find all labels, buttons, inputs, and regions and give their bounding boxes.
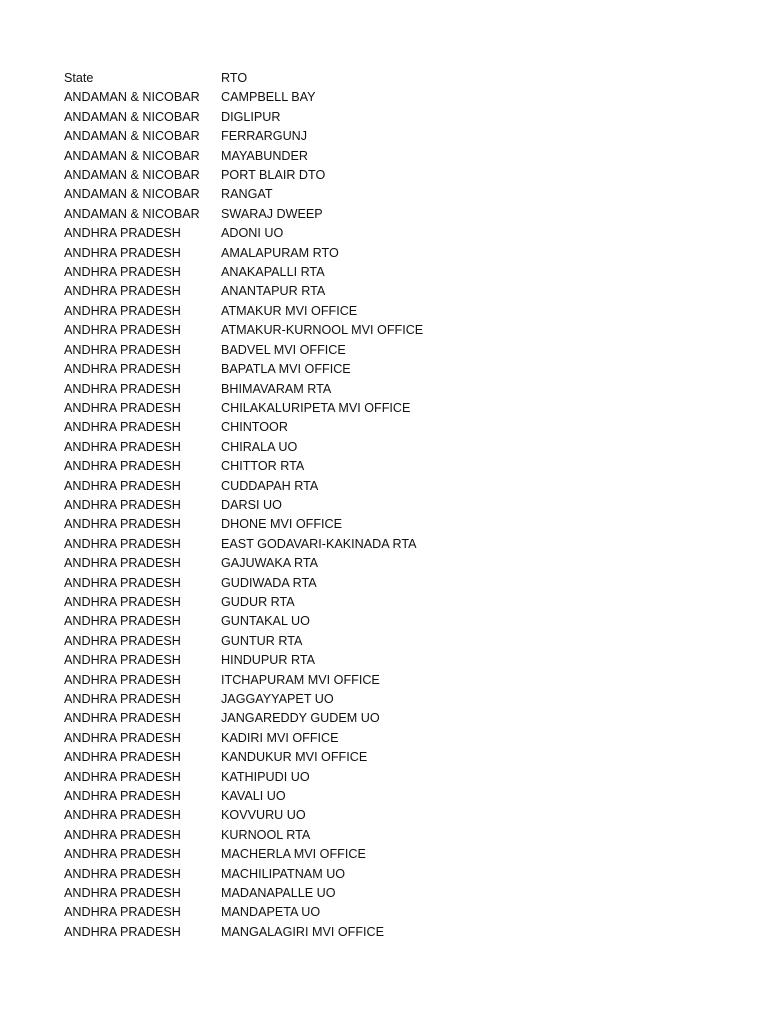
state-cell: ANDHRA PRADESH xyxy=(64,692,181,706)
table-row xyxy=(64,457,521,476)
table-row xyxy=(64,535,521,554)
rto-cell: ITCHAPURAM MVI OFFICE xyxy=(221,672,380,687)
state-cell: ANDHRA PRADESH xyxy=(64,439,181,454)
state-cell: ANDHRA PRADESH xyxy=(64,323,181,338)
rto-cell: BADVEL MVI OFFICE xyxy=(221,342,346,357)
table-row xyxy=(64,903,521,922)
state-cell: ANDHRA PRADESH xyxy=(64,362,181,377)
table-row xyxy=(64,127,521,146)
state-cell: ANDHRA PRADESH xyxy=(64,381,181,396)
rto-cell: KADIRI MVI OFFICE xyxy=(221,730,339,745)
state-cell: ANDHRA PRADESH xyxy=(64,924,181,939)
table-row xyxy=(64,88,521,107)
state-cell: ANDAMAN & NICOBAR xyxy=(64,129,200,144)
document-page xyxy=(64,69,704,942)
state-cell: ANDHRA PRADESH xyxy=(64,517,181,532)
state-cell: ANDHRA PRADESH xyxy=(64,400,181,415)
table-row xyxy=(64,651,521,670)
table-row xyxy=(64,477,521,496)
rto-cell: GUNTUR RTA xyxy=(221,633,303,648)
table-row xyxy=(64,496,521,515)
rto-cell: MANDAPETA UO xyxy=(221,905,321,920)
table-row xyxy=(64,593,521,612)
state-cell: ANDHRA PRADESH xyxy=(64,866,181,881)
table-row xyxy=(64,612,521,631)
table-row xyxy=(64,845,521,864)
table-row xyxy=(64,321,521,340)
state-cell: ANDHRA PRADESH xyxy=(64,827,181,842)
rto-cell: CHINTOOR xyxy=(221,420,288,435)
rto-cell: DIGLIPUR xyxy=(221,109,281,124)
rto-table xyxy=(64,69,521,942)
rto-cell: CHILAKALURIPETA MVI OFFICE xyxy=(221,400,411,415)
table-row xyxy=(64,360,521,379)
rto-cell: ATMAKUR MVI OFFICE xyxy=(221,303,358,318)
table-row xyxy=(64,244,521,263)
rto-cell: BAPATLA MVI OFFICE xyxy=(221,362,351,377)
column-header-rto: RTO xyxy=(221,71,248,85)
state-cell: ANDHRA PRADESH xyxy=(64,459,181,474)
rto-cell: BHIMAVARAM RTA xyxy=(221,381,332,396)
table-row xyxy=(64,554,521,573)
header-row xyxy=(64,69,521,88)
state-cell: ANDHRA PRADESH xyxy=(64,245,181,260)
table-row xyxy=(64,147,521,166)
rto-cell: GUDIWADA RTA xyxy=(221,575,317,590)
state-cell: ANDAMAN & NICOBAR xyxy=(64,148,200,163)
rto-cell: DHONE MVI OFFICE xyxy=(221,517,343,532)
table-row xyxy=(64,768,521,787)
rto-cell: KANDUKUR MVI OFFICE xyxy=(221,750,368,765)
rto-cell: MACHERLA MVI OFFICE xyxy=(221,847,366,862)
table-header xyxy=(64,69,521,88)
table-row xyxy=(64,166,521,185)
rto-cell: PORT BLAIR DTO xyxy=(221,168,326,183)
table-row xyxy=(64,263,521,282)
rto-cell: MAYABUNDER xyxy=(221,148,308,163)
rto-cell: RANGAT xyxy=(221,187,273,202)
rto-cell: KOVVURU UO xyxy=(221,808,306,823)
state-cell: ANDAMAN & NICOBAR xyxy=(64,90,200,105)
table-row xyxy=(64,302,521,321)
table-row xyxy=(64,729,521,748)
column-header-state: State xyxy=(64,71,94,85)
rto-cell: MACHILIPATNAM UO xyxy=(221,866,346,881)
table-row xyxy=(64,515,521,534)
rto-cell: CHITTOR RTA xyxy=(221,459,305,474)
table-row xyxy=(64,224,521,243)
state-cell: ANDHRA PRADESH xyxy=(64,614,181,629)
table-row xyxy=(64,709,521,728)
table-row xyxy=(64,748,521,767)
table-row xyxy=(64,185,521,204)
state-cell: ANDHRA PRADESH xyxy=(64,594,181,609)
table-row xyxy=(64,108,521,127)
rto-cell: KAVALI UO xyxy=(221,789,286,804)
state-cell: ANDHRA PRADESH xyxy=(64,536,181,551)
table-row xyxy=(64,884,521,903)
rto-cell: KATHIPUDI UO xyxy=(221,769,310,784)
rto-cell: DARSI UO xyxy=(221,497,282,512)
rto-cell: CAMPBELL BAY xyxy=(221,90,316,105)
rto-cell: GUDUR RTA xyxy=(221,594,295,609)
state-cell: ANDHRA PRADESH xyxy=(64,303,181,318)
state-cell: ANDHRA PRADESH xyxy=(64,769,181,784)
state-cell: ANDHRA PRADESH xyxy=(64,478,181,493)
state-cell: ANDHRA PRADESH xyxy=(64,633,181,648)
table-row xyxy=(64,438,521,457)
table-row xyxy=(64,806,521,825)
state-cell: ANDHRA PRADESH xyxy=(64,672,181,687)
table-row xyxy=(64,632,521,651)
table-row xyxy=(64,671,521,690)
state-cell: ANDHRA PRADESH xyxy=(64,497,181,512)
rto-cell: JANGAREDDY GUDEM UO xyxy=(221,711,380,726)
rto-cell: FERRARGUNJ xyxy=(221,129,308,144)
rto-cell: MADANAPALLE UO xyxy=(221,886,336,901)
state-cell: ANDHRA PRADESH xyxy=(64,226,181,241)
state-cell: ANDHRA PRADESH xyxy=(64,847,181,862)
rto-cell: ANAKAPALLI RTA xyxy=(221,265,325,280)
rto-cell: SWARAJ DWEEP xyxy=(221,206,323,221)
table-row xyxy=(64,399,521,418)
rto-cell: GUNTAKAL UO xyxy=(221,614,310,629)
table-row xyxy=(64,865,521,884)
rto-cell: ATMAKUR-KURNOOL MVI OFFICE xyxy=(221,323,424,338)
state-cell: ANDHRA PRADESH xyxy=(64,711,181,726)
table-row xyxy=(64,690,521,709)
state-cell: ANDHRA PRADESH xyxy=(64,750,181,765)
table-row xyxy=(64,380,521,399)
state-cell: ANDHRA PRADESH xyxy=(64,342,181,357)
rto-cell: KURNOOL RTA xyxy=(221,827,311,842)
table-row xyxy=(64,282,521,301)
table-row xyxy=(64,574,521,593)
rto-cell: HINDUPUR RTA xyxy=(221,653,315,668)
table-row xyxy=(64,923,521,942)
state-cell: ANDHRA PRADESH xyxy=(64,265,181,280)
rto-cell: ADONI UO xyxy=(221,226,284,241)
rto-cell: EAST GODAVARI-KAKINADA RTA xyxy=(221,536,417,551)
state-cell: ANDHRA PRADESH xyxy=(64,808,181,823)
state-cell: ANDHRA PRADESH xyxy=(64,575,181,590)
table-row xyxy=(64,205,521,224)
state-cell: ANDAMAN & NICOBAR xyxy=(64,168,200,183)
state-cell: ANDHRA PRADESH xyxy=(64,420,181,435)
state-cell: ANDHRA PRADESH xyxy=(64,556,181,571)
state-cell: ANDHRA PRADESH xyxy=(64,730,181,745)
table-body xyxy=(64,88,521,942)
table-row xyxy=(64,826,521,845)
table-row xyxy=(64,341,521,360)
state-cell: ANDHRA PRADESH xyxy=(64,284,181,299)
rto-cell: MANGALAGIRI MVI OFFICE xyxy=(221,924,385,939)
rto-cell: CHIRALA UO xyxy=(221,439,298,454)
rto-cell: GAJUWAKA RTA xyxy=(221,556,319,571)
state-cell: ANDHRA PRADESH xyxy=(64,653,181,668)
table-row xyxy=(64,787,521,806)
rto-cell: AMALAPURAM RTO xyxy=(221,245,339,260)
rto-cell: ANANTAPUR RTA xyxy=(221,284,326,299)
table-row xyxy=(64,418,521,437)
rto-cell: JAGGAYYAPET UO xyxy=(221,692,334,706)
state-cell: ANDAMAN & NICOBAR xyxy=(64,187,200,202)
state-cell: ANDHRA PRADESH xyxy=(64,789,181,804)
state-cell: ANDAMAN & NICOBAR xyxy=(64,206,200,221)
rto-cell: CUDDAPAH RTA xyxy=(221,478,319,493)
state-cell: ANDHRA PRADESH xyxy=(64,905,181,920)
state-cell: ANDAMAN & NICOBAR xyxy=(64,109,200,124)
state-cell: ANDHRA PRADESH xyxy=(64,886,181,901)
